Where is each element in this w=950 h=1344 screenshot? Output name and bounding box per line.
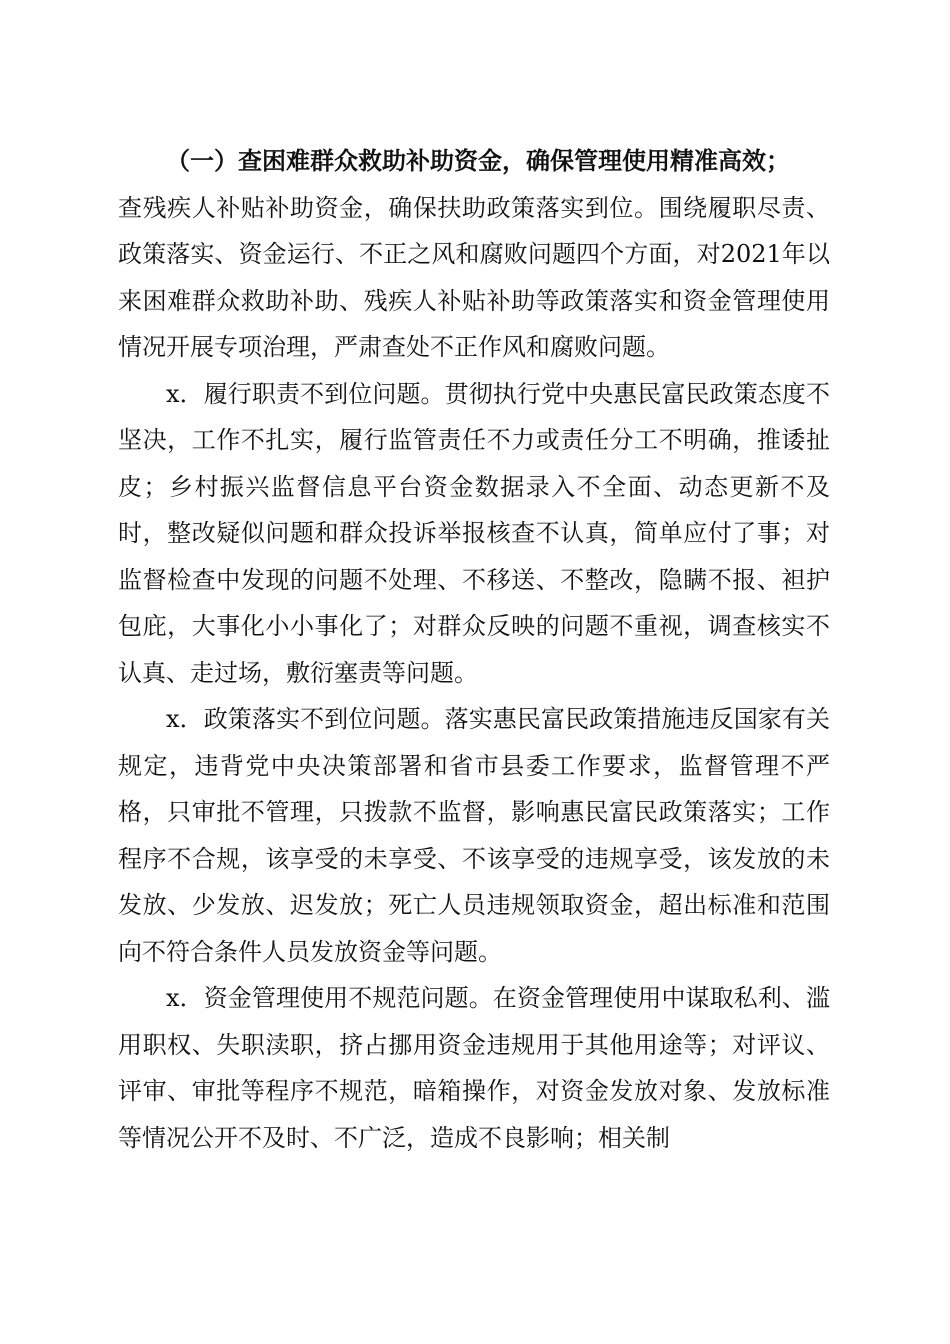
intro-paragraph: [118, 138, 830, 371]
item-paragraph-3: x．资金管理使用不规范问题。在资金管理使用中谋取私利、滥用职权、失职渎职，挤占挪用资金违规用于其他用途等；对评议、评审、审批等程序不规范，暗箱操作，对资金发放对象、发放标准等情况公开不及时、不广泛，造成不良影响；相关制: [118, 984, 830, 1152]
item-paragraph-1: x．履行职责不到位问题。贯彻执行党中央惠民富民政策态度不坚决，工作不扎实，履行监管责任不力或责任分工不明确，推诿扯皮；乡村振兴监督信息平台资金数据录入不全面、动态更新不及时，整改疑似问题和群众投诉举报核查不认真，简单应付了事；对监督检查中发现的问题不处理、不移送、不整改，隐瞒不报、袒护包庇，大事化小小事化了；对群众反映的问题不重视，调查核实不认真、走过场，敷衍塞责等问题。: [118, 379, 830, 687]
intro-text: 查残疾人补贴补助资金，确保扶助政策落实到位。围绕履职尽责、政策落实、资金运行、不正之风和腐败问题四个方面，对2021年以来困难群众救助补助、残疾人补贴补助等政策落实和资金管理使用情况开展专项治理，严肃查处不正作风和腐败问题。: [118, 193, 830, 361]
item-paragraph-2: x．政策落实不到位问题。落实惠民富民政策措施违反国家有关规定，违背党中央决策部署和省市县委工作要求，监督管理不严格，只审批不管理，只拨款不监督，影响惠民富民政策落实；工作程序不合规，该享受的未享受、不该享受的违规享受，该发放的未发放、少发放、迟发放；死亡人员违规领取资金，超出标准和范围向不符合条件人员发放资金等问题。: [118, 705, 830, 966]
section-heading: （一）查困难群众救助补助资金，确保管理使用精准高效；: [166, 146, 790, 175]
document-body: [118, 138, 830, 1161]
